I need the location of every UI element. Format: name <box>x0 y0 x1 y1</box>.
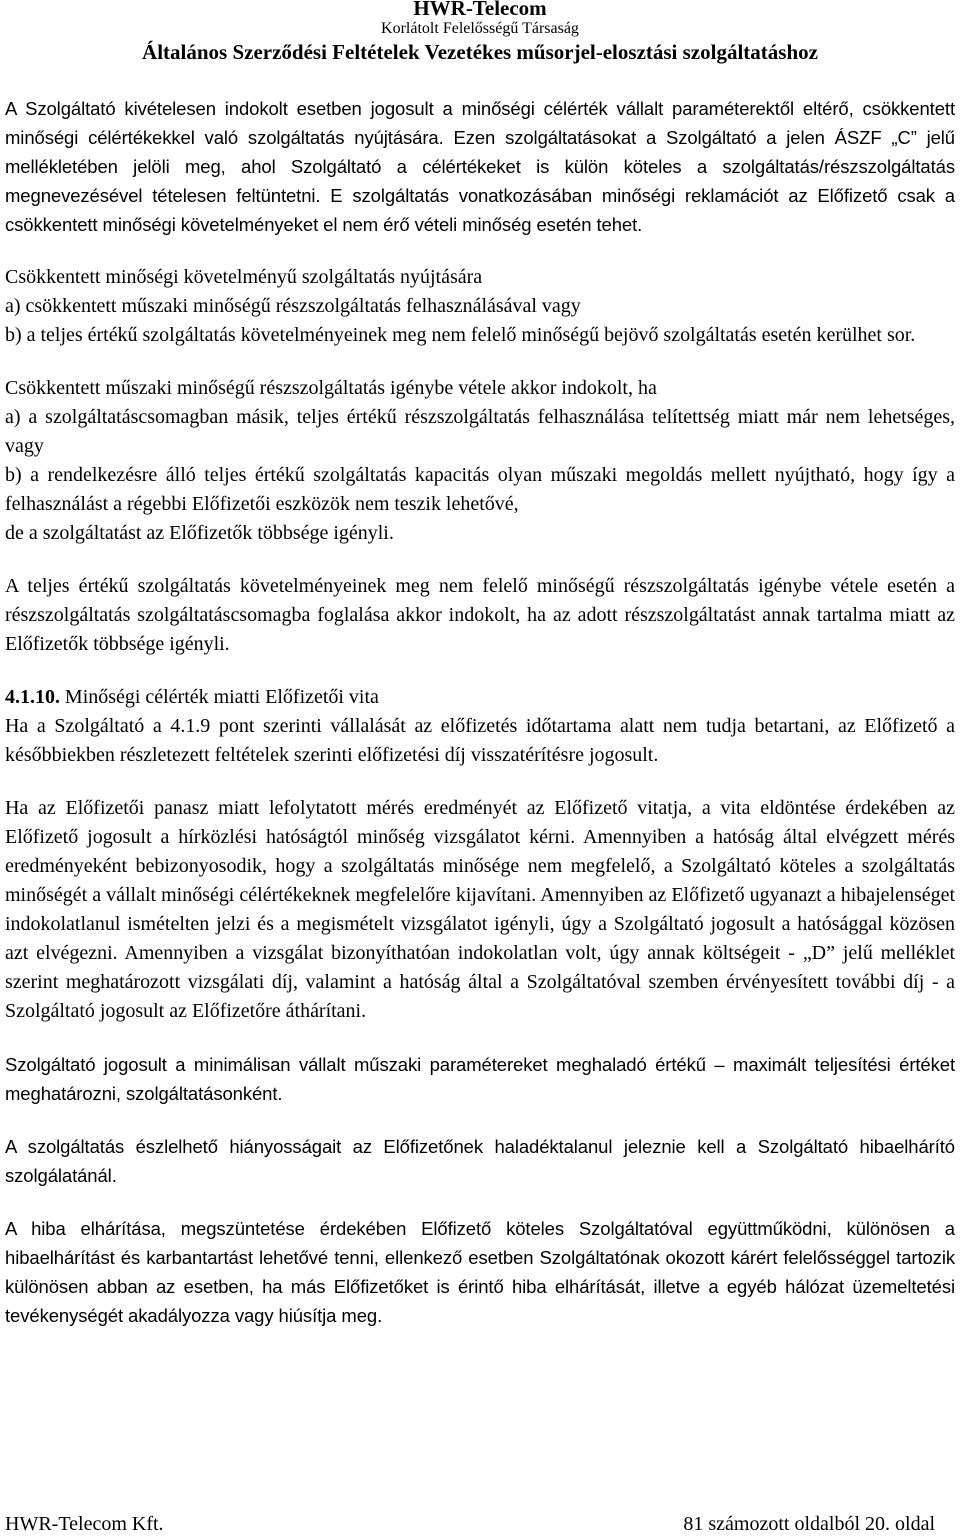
document-page <box>5 0 955 1354</box>
paragraph-intro: Csökkentett műszaki minőségű részszolgáltatás igénybe vétele akkor indokolt, ha <box>5 376 657 399</box>
list-item-b: b) a rendelkezésre álló teljes értékű szolgáltatás kapacitás olyan műszaki megoldás mellett nyújtható, hogy így a felhasználást a régebbi Előfizetői eszközök nem teszik lehetővé, <box>5 463 955 515</box>
paragraph-fault-cooperation: A hiba elhárítása, megszüntetése érdekében Előfizető köteles Szolgáltatóval együttműködni, különösen a hibaelhárítást és karbantartást lehetővé tenni, ellenkező esetben Szolgáltatónak okozott kárért felelősséggel tartozik különösen abban az esetben, ha más Előfizetőket is érintő hiba elhárítását, illetve a egyéb hálózat üzemeltetési tevékenységét akadályozza vagy hiúsítja meg. <box>5 1217 955 1326</box>
footer-company: HWR-Telecom Kft. <box>5 1513 164 1535</box>
section-body: Ha a Szolgáltató a 4.1.9 pont szerinti vállalását az előfizetés időtartama alatt nem tudja betartani, az Előfizető a későbbiekben részletezett feltételek szerinti előfizetési díj visszatérítésre jogosult. <box>5 714 955 766</box>
section-4-1-10 <box>5 683 955 770</box>
paragraph-fault-reporting: A szolgáltatás észlelhető hiányosságait az Előfizetőnek haladéktalanul jeleznie kell a Szolgáltató hibaelhárító szolgálatánál. <box>5 1135 955 1186</box>
footer-page-number: 81 számozott oldalból 20. oldal <box>683 1513 935 1535</box>
company-name: HWR-Telecom <box>413 0 547 20</box>
document-title: Általános Szerződési Feltételek Vezetékes műsorjel-elosztási szolgáltatáshoz <box>142 39 818 64</box>
document-body <box>5 94 955 1330</box>
paragraph-subservice-package: A teljes értékű szolgáltatás követelményeinek meg nem felelő minőségű részszolgáltatás igénybe vétele esetén a részszolgáltatás szolgáltatáscsomagba foglalása akkor indokolt, ha az adott részszolgáltatást annak tartalma miatt az Előfizetők többsége igényli. <box>5 574 955 655</box>
list-item-continuation: de a szolgáltatást az Előfizetők többsége igényli. <box>5 521 394 544</box>
paragraph-reduced-quality-conditions <box>5 263 955 350</box>
section-title: Minőségi célérték miatti Előfizetői vita <box>59 685 379 708</box>
list-item-b: b) a teljes értékű szolgáltatás követelményeinek meg nem felelő minőségű bejövő szolgáltatás esetén kerülhet sor. <box>5 323 916 346</box>
section-number: 4.1.10. <box>5 685 60 708</box>
list-item-a: a) a szolgáltatáscsomagban másik, teljes értékű részszolgáltatás felhasználása telítettség miatt már nem lehetséges, vagy <box>5 405 955 457</box>
list-item-a: a) csökkentett műszaki minőségű részszolgáltatás felhasználásával vagy <box>5 294 581 317</box>
document-header <box>5 0 955 64</box>
paragraph-reduced-quality-services: A Szolgáltató kivételesen indokolt esetben jogosult a minőségi célérték vállalt paraméterektől eltérő, csökkentett minőségi célértékekkel való szolgáltatás nyújtására. Ezen szolgáltatásokat a Szolgáltató a jelen ÁSZF „C” jelű mellékletében jelöli meg, ahol Szolgáltató a célértékeket is külön köteles a szolgáltatás/részszolgáltatás megnevezésével tételesen feltüntetni. E szolgáltatás vonatkozásában minőségi reklamációt az Előfizető csak a csökkentett minőségi követelményeket el nem érő vételi minőség esetén tehet. <box>5 97 955 235</box>
paragraph-intro: Csökkentett minőségi követelményű szolgáltatás nyújtására <box>5 265 483 288</box>
page-footer <box>5 1512 935 1536</box>
paragraph-max-performance: Szolgáltató jogosult a minimálisan vállalt műszaki paramétereket meghaladó értékű – maximált teljesítési értéket meghatározni, szolgáltatásonként. <box>5 1053 955 1104</box>
paragraph-subservice-justification <box>5 374 955 548</box>
section-heading <box>5 683 955 712</box>
paragraph-measurement-dispute: Ha az Előfizetői panasz miatt lefolytatott mérés eredményét az Előfizető vitatja, a vita eldöntése érdekében az Előfizető jogosult a hírközlési hatóságtól minőség vizsgálatot kérni. Amennyiben a hatóság által elvégzett mérés eredményeként bebizonyosodik, hogy a szolgáltatás minősége nem megfelelő, a Szolgáltató köteles a szolgáltatás minőségét a vállalt minőségi célértékeknek megfelelőre kijavítani. Amennyiben az Előfizető ugyanazt a hibajelenséget indokolatlanul ismételten jelzi és a megismételt vizsgálatot igényli, úgy a Szolgáltató jogosult a hatósággal közösen azt elvégezni. Amennyiben a vizsgálat bizonyíthatóan indokolatlan volt, úgy annak költségeit - „D” jelű melléklet szerint meghatározott vizsgálati díj, valamint a hatóság által a Szolgáltatóval szemben érvényesített további díj - a Szolgáltató jogosult az Előfizetőre áthárítani. <box>5 796 955 1022</box>
company-legal-form: Korlátolt Felelősségű Társaság <box>381 20 579 38</box>
